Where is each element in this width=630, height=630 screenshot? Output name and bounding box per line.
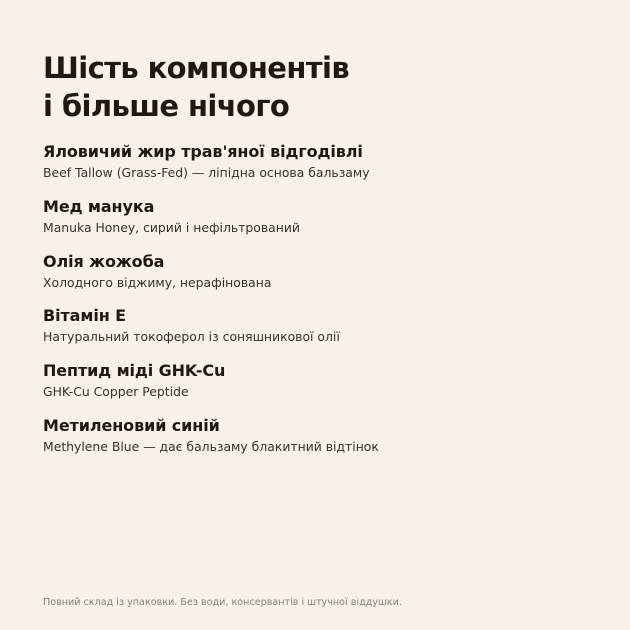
ingredient-name: Олія жожоба — [43, 251, 165, 271]
page-title-line-1: Шість компонентів — [43, 51, 350, 85]
ingredient-description: Холодного віджиму, нерафінована — [43, 274, 272, 290]
ingredient-name: Метиленовий синій — [43, 415, 220, 435]
ingredient-name: Пептид міді GHK-Cu — [43, 361, 226, 381]
ingredient-item — [43, 251, 603, 306]
ingredient-name: Мед манука — [43, 196, 155, 216]
ingredient-item — [43, 196, 603, 251]
ingredient-name: Яловичий жир трав'яної відгодівлі — [43, 142, 363, 161]
ingredient-item — [43, 141, 603, 196]
ingredient-description: GHK-Cu Copper Peptide — [43, 384, 189, 400]
ingredient-item — [43, 360, 603, 415]
ingredient-item — [43, 415, 603, 470]
ingredient-description: Beef Tallow (Grass-Fed) — ліпідна основа бальзаму — [43, 165, 370, 180]
page-title-line-2: і більше нічого — [43, 89, 290, 123]
ingredient-description: Натуральний токоферол із соняшникової олії — [43, 329, 340, 345]
footnote: Повний склад із упаковки. Без води, консервантів і штучної віддушки. — [43, 597, 402, 608]
ingredient-list — [43, 141, 603, 470]
ingredient-name: Вітамін Е — [43, 306, 126, 326]
ingredient-description: Methylene Blue — дає бальзаму блакитний відтінок — [43, 438, 379, 454]
page-title — [43, 49, 349, 125]
ingredient-item — [43, 305, 603, 360]
ingredient-description: Manuka Honey, сирий і нефільтрований — [43, 219, 300, 235]
